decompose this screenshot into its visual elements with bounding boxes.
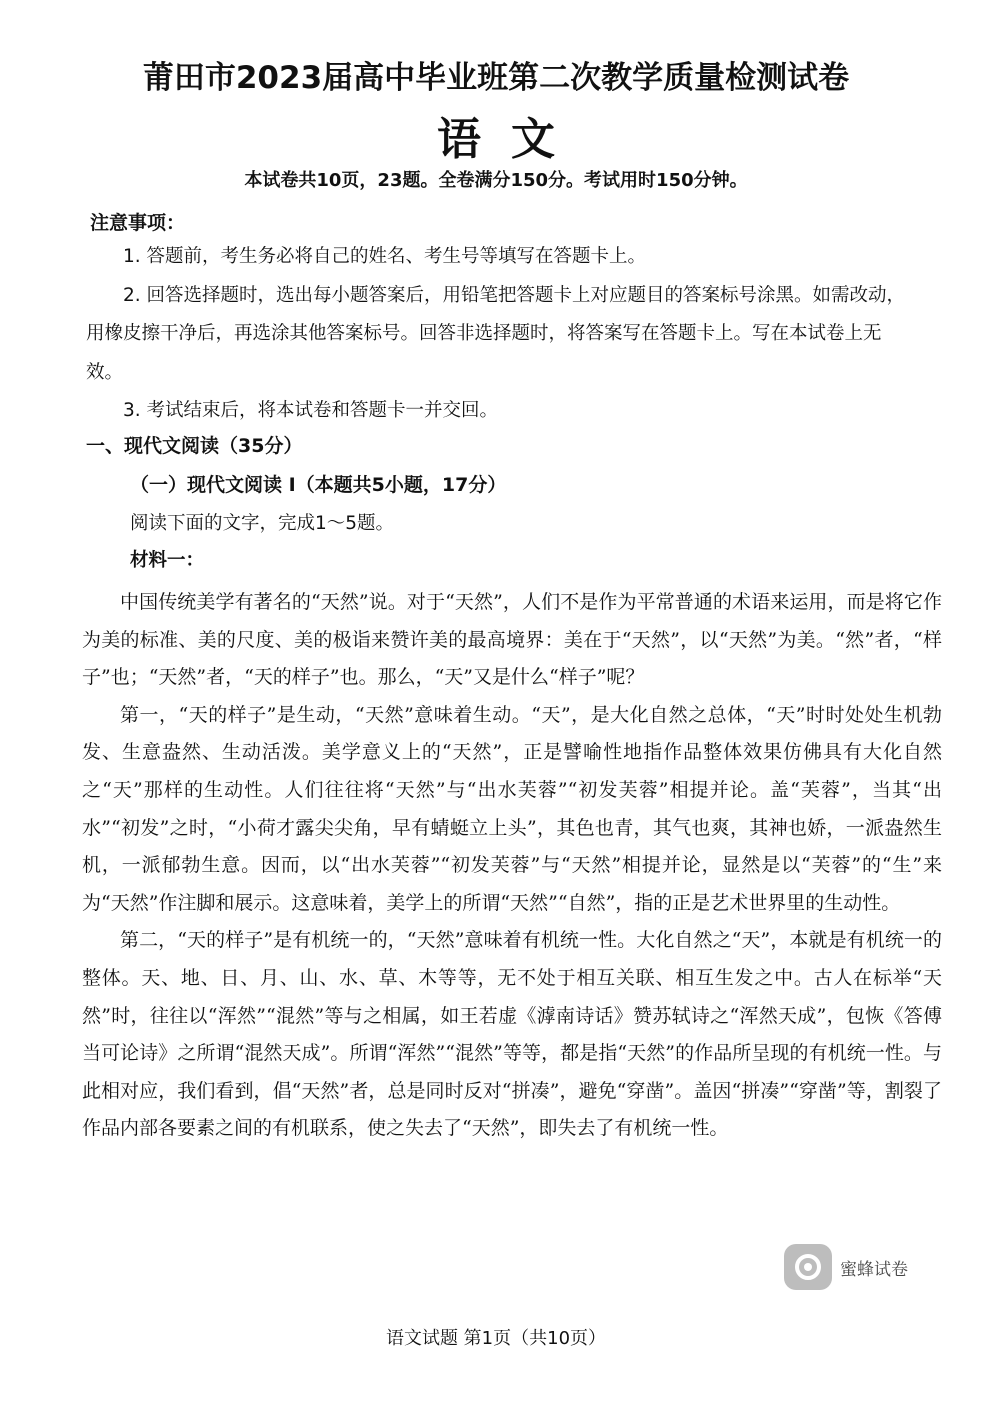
passage-paragraph: 第二，“天的样子”是有机统一的，“天然”意味着有机统一性。大化自然之“天”，本就是有机统一的整体。天、地、日、月、山、水、草、木等等，无不处于相互关联、相互生发之中。古人在标举“天然”时，往往以“浑然”“混然”等与之相属，如王若虚《滹南诗话》赞苏轼诗之“浑然天成”，包恢《答傅当可论诗》之所谓“混然天成”。所谓“浑然”“混然”等等，都是指“天然”的作品所呈现的有机统一性。与此相对应，我们看到，倡“天然”者，总是同时反对“拼凑”，避免“穿凿”。盖因“拼凑”“穿凿”等，割裂了作品内部各要素之间的有机联系，使之失去了“天然”，即失去了有机统一性。	[82, 929, 942, 1140]
passage-paragraph: 第一，“天的样子”是生动，“天然”意味着生动。“天”，是大化自然之总体，“天”时时处处生机勃发、生意盎然、生动活泼。美学意义上的“天然”，正是譬喻性地指作品整体效果仿佛具有大化自然之“天”那样的生动性。人们往往将“天然”与“出水芙蓉”“初发芙蓉”相提并论。盖“芙蓉”，当其“出水”“初发”之时，“小荷才露尖尖角，早有蜻蜓立上头”，其色也青，其气也爽，其神也娇，一派盎然生机，一派郁勃生意。因而，以“出水芙蓉”“初发芙蓉”与“天然”相提并论，显然是以“芙蓉”的“生”来为“天然”作注脚和展示。这意味着，美学上的所谓“天然”“自然”，指的正是艺术世界里的生动性。	[82, 703, 942, 914]
subject-title: 语文	[437, 114, 585, 165]
reading-instruction: 阅读下面的文字，完成1～5题。	[130, 513, 395, 534]
bee-logo-icon	[784, 1244, 832, 1290]
subsection-heading: （一）现代文阅读 I（本题共5小题，17分）	[130, 474, 507, 496]
notice-item: 3. 考试结束后，将本试卷和答题卡一并交回。	[123, 400, 499, 421]
notice-item: 1. 答题前，考生务必将自己的姓名、考生号等填写在答题卡上。	[123, 246, 647, 267]
notice-item: 2. 回答选择题时，选出每小题答案后，用铅笔把答题卡上对应题目的答案标号涂黑。如需改动，用橡皮擦干净后，再选涂其他答案标号。回答非选择题时，将答案写在答题卡上。写在本试卷上无效。	[86, 284, 906, 383]
page-footer: 语文试题 第1页（共10页）	[385, 1328, 607, 1349]
passage-text	[82, 584, 942, 1148]
section-heading: 一、现代文阅读（35分）	[86, 435, 303, 457]
watermark	[784, 1244, 944, 1290]
notice-list	[86, 238, 916, 431]
passage-paragraph: 中国传统美学有著名的“天然”说。对于“天然”，人们不是作为平常普通的术语来运用，而是将它作为美的标准、美的尺度、美的极诣来赞许美的最高境界：美在于“天然”，以“天然”为美。“然”者，“样子”也；“天然”者，“天的样子”也。那么，“天”又是什么“样子”呢？	[82, 591, 942, 689]
exam-title: 莆田市2023届高中毕业班第二次教学质量检测试卷	[142, 60, 850, 96]
material-label: 材料一：	[130, 550, 205, 571]
watermark-text: 蜜蜂试卷	[840, 1259, 908, 1280]
notice-heading: 注意事项：	[90, 212, 186, 234]
exam-info: 本试卷共10页，23题。全卷满分150分。考试用时150分钟。	[244, 170, 748, 191]
